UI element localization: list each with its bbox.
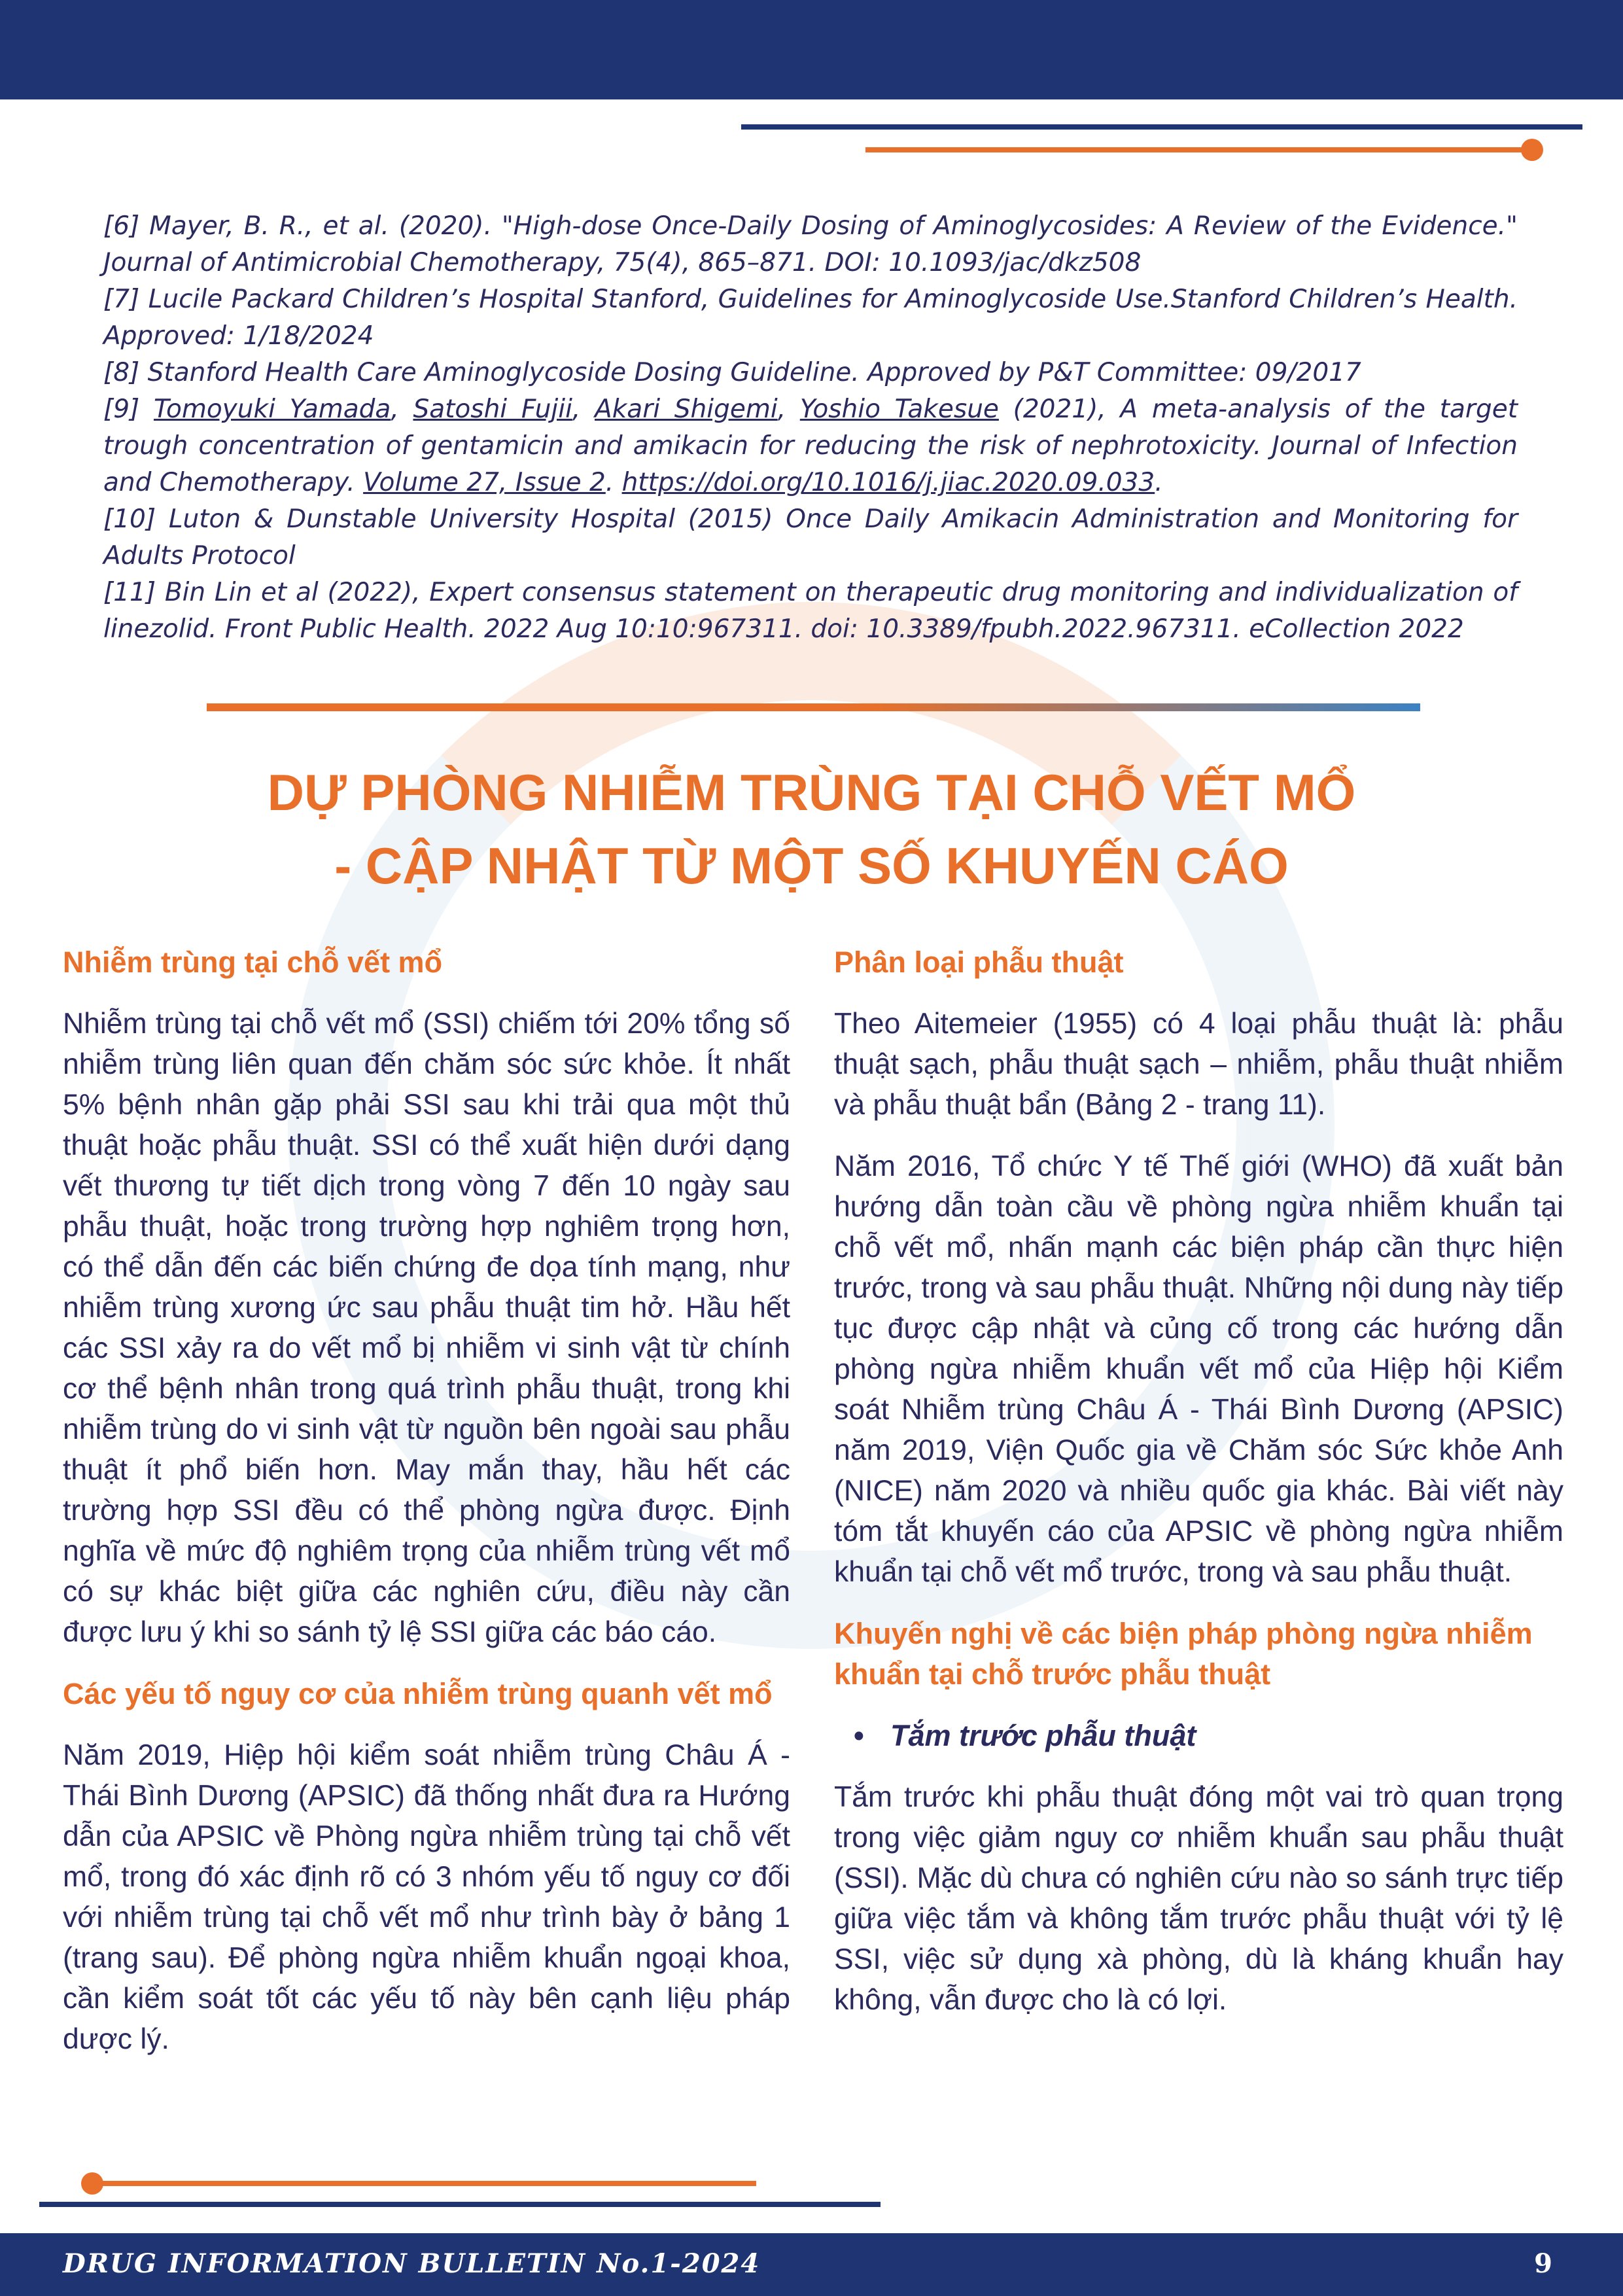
footer-accent-dot: [81, 2172, 103, 2195]
author-link-1[interactable]: Tomoyuki Yamada: [153, 395, 391, 424]
doi-link[interactable]: https://doi.org/10.1016/j.jiac.2020.09.033: [621, 468, 1155, 497]
reference-9: [9] Tomoyuki Yamada, Satoshi Fujii, Akari Shigemi, Yoshio Takesue (2021), A meta-analysis of the target trough concentration of gentamicin and amikacin for reducing the risk of nephrotoxicity. Journal of Infection and Chemotherapy. Volume 27, Issue 2. https://doi.org/10.1016/j.jiac.2020.09.033.: [103, 395, 1518, 497]
reference-10: [10] Luton & Dunstable University Hospital (2015) Once Daily Amikacin Administration and Monitoring for Adults Protocol: [103, 504, 1518, 571]
section-heading-classification: Phân loại phẫu thuật: [834, 945, 1124, 979]
bullet-preoperative-bathing: • Tắm trước phẫu thuật: [834, 1716, 1563, 1756]
header-accent-line-orange: [865, 147, 1533, 152]
section-heading-risk-factors: Các yếu tố nguy cơ của nhiễm trùng quanh vết mổ: [63, 1677, 773, 1710]
section-divider: [207, 703, 1420, 711]
header-accent-dot: [1521, 139, 1543, 161]
article-title: [0, 756, 1623, 902]
reference-7: [7] Lucile Packard Children’s Hospital Stanford, Guidelines for Aminoglycoside Use.Stanford Children’s Health. Approved: 1/18/2024: [103, 285, 1518, 351]
paragraph-classification: Theo Aitemeier (1955) có 4 loại phẫu thuật là: phẫu thuật sạch, phẫu thuật sạch – nhiễm, phẫu thuật nhiễm và phẫu thuật bẩn (Bảng 2 - trang 11).: [834, 1008, 1563, 1121]
bullet-mark: •: [854, 1719, 864, 1752]
reference-11: [11] Bin Lin et al (2022), Expert consensus statement on therapeutic drug monitoring and individualization of linezolid. Front Public Health. 2022 Aug 10:10:967311. doi: 10.3389/fpubh.2022.967311. eCollection 2022: [103, 578, 1518, 644]
footer-accent-line-orange: [92, 2181, 756, 2186]
section-heading-recommendations: Khuyến nghị về các biện pháp phòng ngừa nhiễm khuẩn tại chỗ trước phẫu thuật: [834, 1617, 1533, 1691]
right-column: [834, 942, 1563, 2041]
reference-6: [6] Mayer, B. R., et al. (2020). "High-dose Once-Daily Dosing of Aminoglycosides: A Review of the Evidence." Journal of Antimicrobial Chemotherapy, 75(4), 865–871. DOI: 10.1093/jac/dkz508: [103, 211, 1518, 277]
volume-link[interactable]: Volume 27, Issue 2: [363, 468, 606, 497]
article-title-line-1: DỰ PHÒNG NHIỄM TRÙNG TẠI CHỖ VẾT MỔ: [267, 764, 1356, 821]
author-link-4[interactable]: Yoshio Takesue: [799, 395, 999, 424]
left-column: [63, 942, 790, 2081]
footer-accent-line-navy: [39, 2202, 881, 2207]
paragraph-bathing: Tắm trước khi phẫu thuật đóng một vai trò quan trọng trong việc giảm nguy cơ nhiễm khuẩn sau phẫu thuật (SSI). Mặc dù chưa có nghiên cứu nào so sánh trực tiếp giữa việc tắm và không tắm trước phẫu thuật với tỷ lệ SSI, việc sử dụng xà phòng, dù là kháng khuẩn hay không, vẫn được cho là có lợi.: [834, 1781, 1563, 2016]
bulletin-name: DRUG INFORMATION BULLETIN No.1-2024: [63, 2248, 761, 2279]
page-number: 9: [1534, 2248, 1552, 2279]
references-list: [103, 208, 1518, 648]
reference-8: [8] Stanford Health Care Aminoglycoside Dosing Guideline. Approved by P&T Committee: 09/2017: [103, 358, 1361, 387]
header-bar: [0, 0, 1623, 99]
paragraph-risk-factors: Năm 2019, Hiệp hội kiểm soát nhiễm trùng Châu Á - Thái Bình Dương (APSIC) đã thống nhất đưa ra Hướng dẫn của APSIC về Phòng ngừa nhiễm trùng tại chỗ vết mổ, trong đó xác định rõ có 3 nhóm yếu tố nguy cơ đối với nhiễm trùng tại chỗ vết mổ như trình bày ở bảng 1 (trang sau). Để phòng ngừa nhiễm khuẩn ngoại khoa, cần kiểm soát tốt các yếu tố này bên cạnh liệu pháp dược lý.: [63, 1739, 790, 2055]
paragraph-ssi: Nhiễm trùng tại chỗ vết mổ (SSI) chiếm tới 20% tổng số nhiễm trùng liên quan đến chăm sóc sức khỏe. Ít nhất 5% bệnh nhân gặp phải SSI sau khi trải qua một thủ thuật hoặc phẫu thuật. SSI có thể xuất hiện dưới dạng vết thương tự tiết dịch trong vòng 7 đến 10 ngày sau phẫu thuật, hoặc trong trường hợp nghiêm trọng hơn, có thể dẫn đến các biến chứng đe dọa tính mạng, như nhiễm trùng xương ức sau phẫu thuật tim hở. Hầu hết các SSI xảy ra do vết mổ bị nhiễm vi sinh vật từ chính cơ thể bệnh nhân trong quá trình phẫu thuật, trong khi nhiễm trùng do vi sinh vật từ nguồn bên ngoài sau phẫu thuật ít phổ biến hơn. May mắn thay, hầu hết các trường hợp SSI đều có thể phòng ngừa được. Định nghĩa về mức độ nghiêm trọng của nhiễm trùng vết mổ có sự khác biệt giữa các nghiên cứu, điều này cần được lưu ý khi so sánh tỷ lệ SSI giữa các báo cáo.: [63, 1008, 790, 1648]
author-link-3[interactable]: Akari Shigemi: [595, 395, 778, 424]
section-heading-ssi: Nhiễm trùng tại chỗ vết mổ: [63, 945, 443, 979]
article-title-line-2: - CẬP NHẬT TỪ MỘT SỐ KHUYẾN CÁO: [334, 837, 1289, 894]
paragraph-who-guideline: Năm 2016, Tổ chức Y tế Thế giới (WHO) đã xuất bản hướng dẫn toàn cầu về phòng ngừa nhiễm khuẩn tại chỗ vết mổ, nhấn mạnh các biện pháp cần thực hiện trước, trong và sau phẫu thuật. Những nội dung này tiếp tục được cập nhật và củng cố trong các hướng dẫn phòng ngừa nhiễm khuẩn vết mổ của Hiệp hội Kiểm soát Nhiễm trùng Châu Á - Thái Bình Dương (APSIC) năm 2019, Viện Quốc gia về Chăm sóc Sức khỏe Anh (NICE) năm 2020 và nhiều quốc gia khác. Bài viết này tóm tắt khuyến cáo của APSIC về phòng ngừa nhiễm khuẩn tại chỗ vết mổ trước, trong và sau phẫu thuật.: [834, 1150, 1563, 1588]
header-accent-line-navy: [741, 124, 1582, 130]
author-link-2[interactable]: Satoshi Fujii: [413, 395, 572, 424]
